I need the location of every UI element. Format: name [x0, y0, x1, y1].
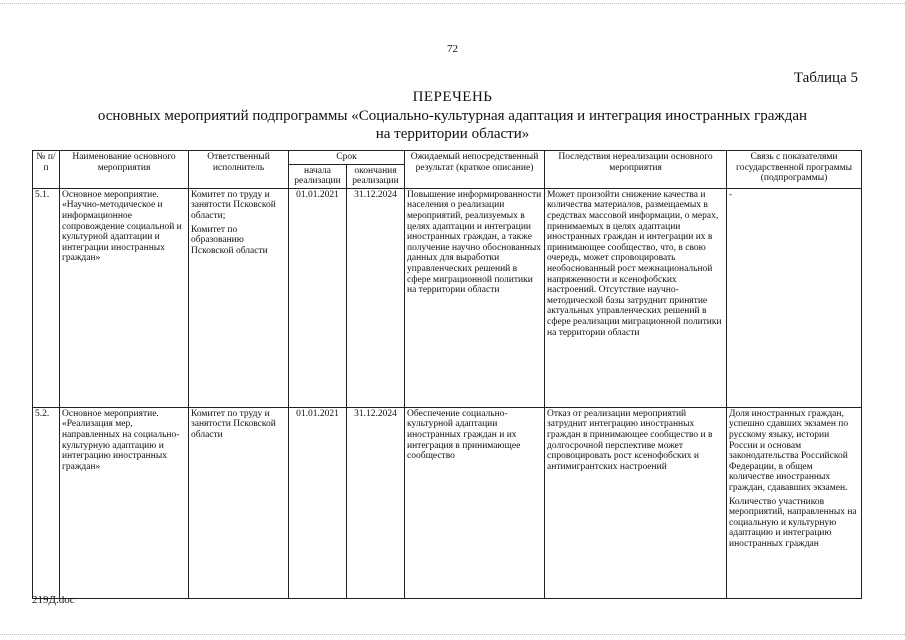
page-number: 72	[447, 43, 458, 55]
header-end: окончания реализации	[347, 164, 405, 188]
cell-start: 01.01.2021	[289, 188, 347, 407]
cell-executor	[189, 188, 289, 407]
header-start: начала реализации	[289, 164, 347, 188]
executor-line: Комитет по труду и занятости Псковской области	[191, 408, 276, 440]
header-row	[33, 151, 862, 165]
header-result: Ожидаемый непосредственный результат (краткое описание)	[405, 151, 545, 189]
footer-filename: 219Д.doc	[32, 594, 75, 606]
scan-artifact-bottom	[0, 634, 905, 635]
cell-consequences: Может произойти снижение качества и количества материалов, размещаемых в средствах массовой информации, о мерах, принимаемых в целях адаптации иностранных граждан и интеграции их в принимающее сообщество, что, в свою очередь, может спровоцировать необоснованный рост межнациональной напряженности и ксенофобских настроений. Отсутствие научно-методической базы затруднит принятие актуальных управленческих решений в сфере реализации миграционной политики на территории области	[545, 188, 727, 407]
header-name: Наименование основного мероприятия	[60, 151, 189, 189]
subtitle-line-2: на территории области»	[375, 126, 530, 142]
cell-result: Обеспечение социально-культурной адаптации иностранных граждан и их интеграция в принимающее сообщество	[405, 407, 545, 598]
cell-name: Основное мероприятие. «Научно-методическое и информационное сопровождение социальной и культурной адаптации и интеграции иностранных граждан»	[60, 188, 189, 407]
cell-consequences: Отказ от реализации мероприятий затруднит интеграцию иностранных граждан в принимающее сообщество и в долгосрочной перспективе может спровоцировать рост ксенофобских и антимигрантских настроений	[545, 407, 727, 598]
scan-artifact-top	[0, 3, 905, 4]
cell-result: Повышение информированности населения о реализации мероприятий, реализуемых в целях адаптации и интеграции иностранных граждан, а также получение научно обоснованных данных для выработки управленческих решений в сфере миграционной политики на территории области	[405, 188, 545, 407]
link-text: -	[729, 189, 733, 200]
header-num: № п/п	[33, 151, 60, 189]
measures-table	[32, 150, 862, 599]
table-row	[33, 407, 862, 598]
link-text: Доля иностранных граждан, успешно сдавших экзамен по русскому языку, истории России и основам законодательства Российской Федерации, в общем количестве иностранных граждан, сдававших экзамен.	[729, 408, 849, 493]
executor-line-2: Комитет по образованию Псковской области	[191, 224, 268, 256]
header-consequences: Последствия нереализации основного мероприятия	[545, 151, 727, 189]
executor-line: Комитет по труду и занятости Псковской области;	[191, 189, 276, 221]
table-row	[33, 188, 862, 407]
cell-end: 31.12.2024	[347, 188, 405, 407]
cell-name: Основное мероприятие. «Реализация мер, направленных на социально-культурную адаптацию и интеграцию иностранных граждан»	[60, 407, 189, 598]
table-label: Таблица 5	[793, 70, 858, 86]
cell-num: 5.1.	[33, 188, 60, 407]
doc-title: ПЕРЕЧЕНЬ	[412, 89, 493, 105]
cell-executor	[189, 407, 289, 598]
cell-start: 01.01.2021	[289, 407, 347, 598]
header-executor: Ответственный исполнитель	[189, 151, 289, 189]
cell-link	[727, 188, 862, 407]
link-text-2: Количество участников мероприятий, направленных на социальную и культурную адаптацию и интеграцию иностранных граждан	[729, 496, 857, 549]
cell-num: 5.2.	[33, 407, 60, 598]
doc-subtitle	[40, 107, 865, 143]
header-term: Срок	[289, 151, 405, 165]
cell-link	[727, 407, 862, 598]
cell-end: 31.12.2024	[347, 407, 405, 598]
subtitle-line-1: основных мероприятий подпрограммы «Социально-культурная адаптация и интеграция иностранных граждан	[97, 108, 808, 124]
header-link: Связь с показателями государственной программы (подпрограммы)	[727, 151, 862, 189]
